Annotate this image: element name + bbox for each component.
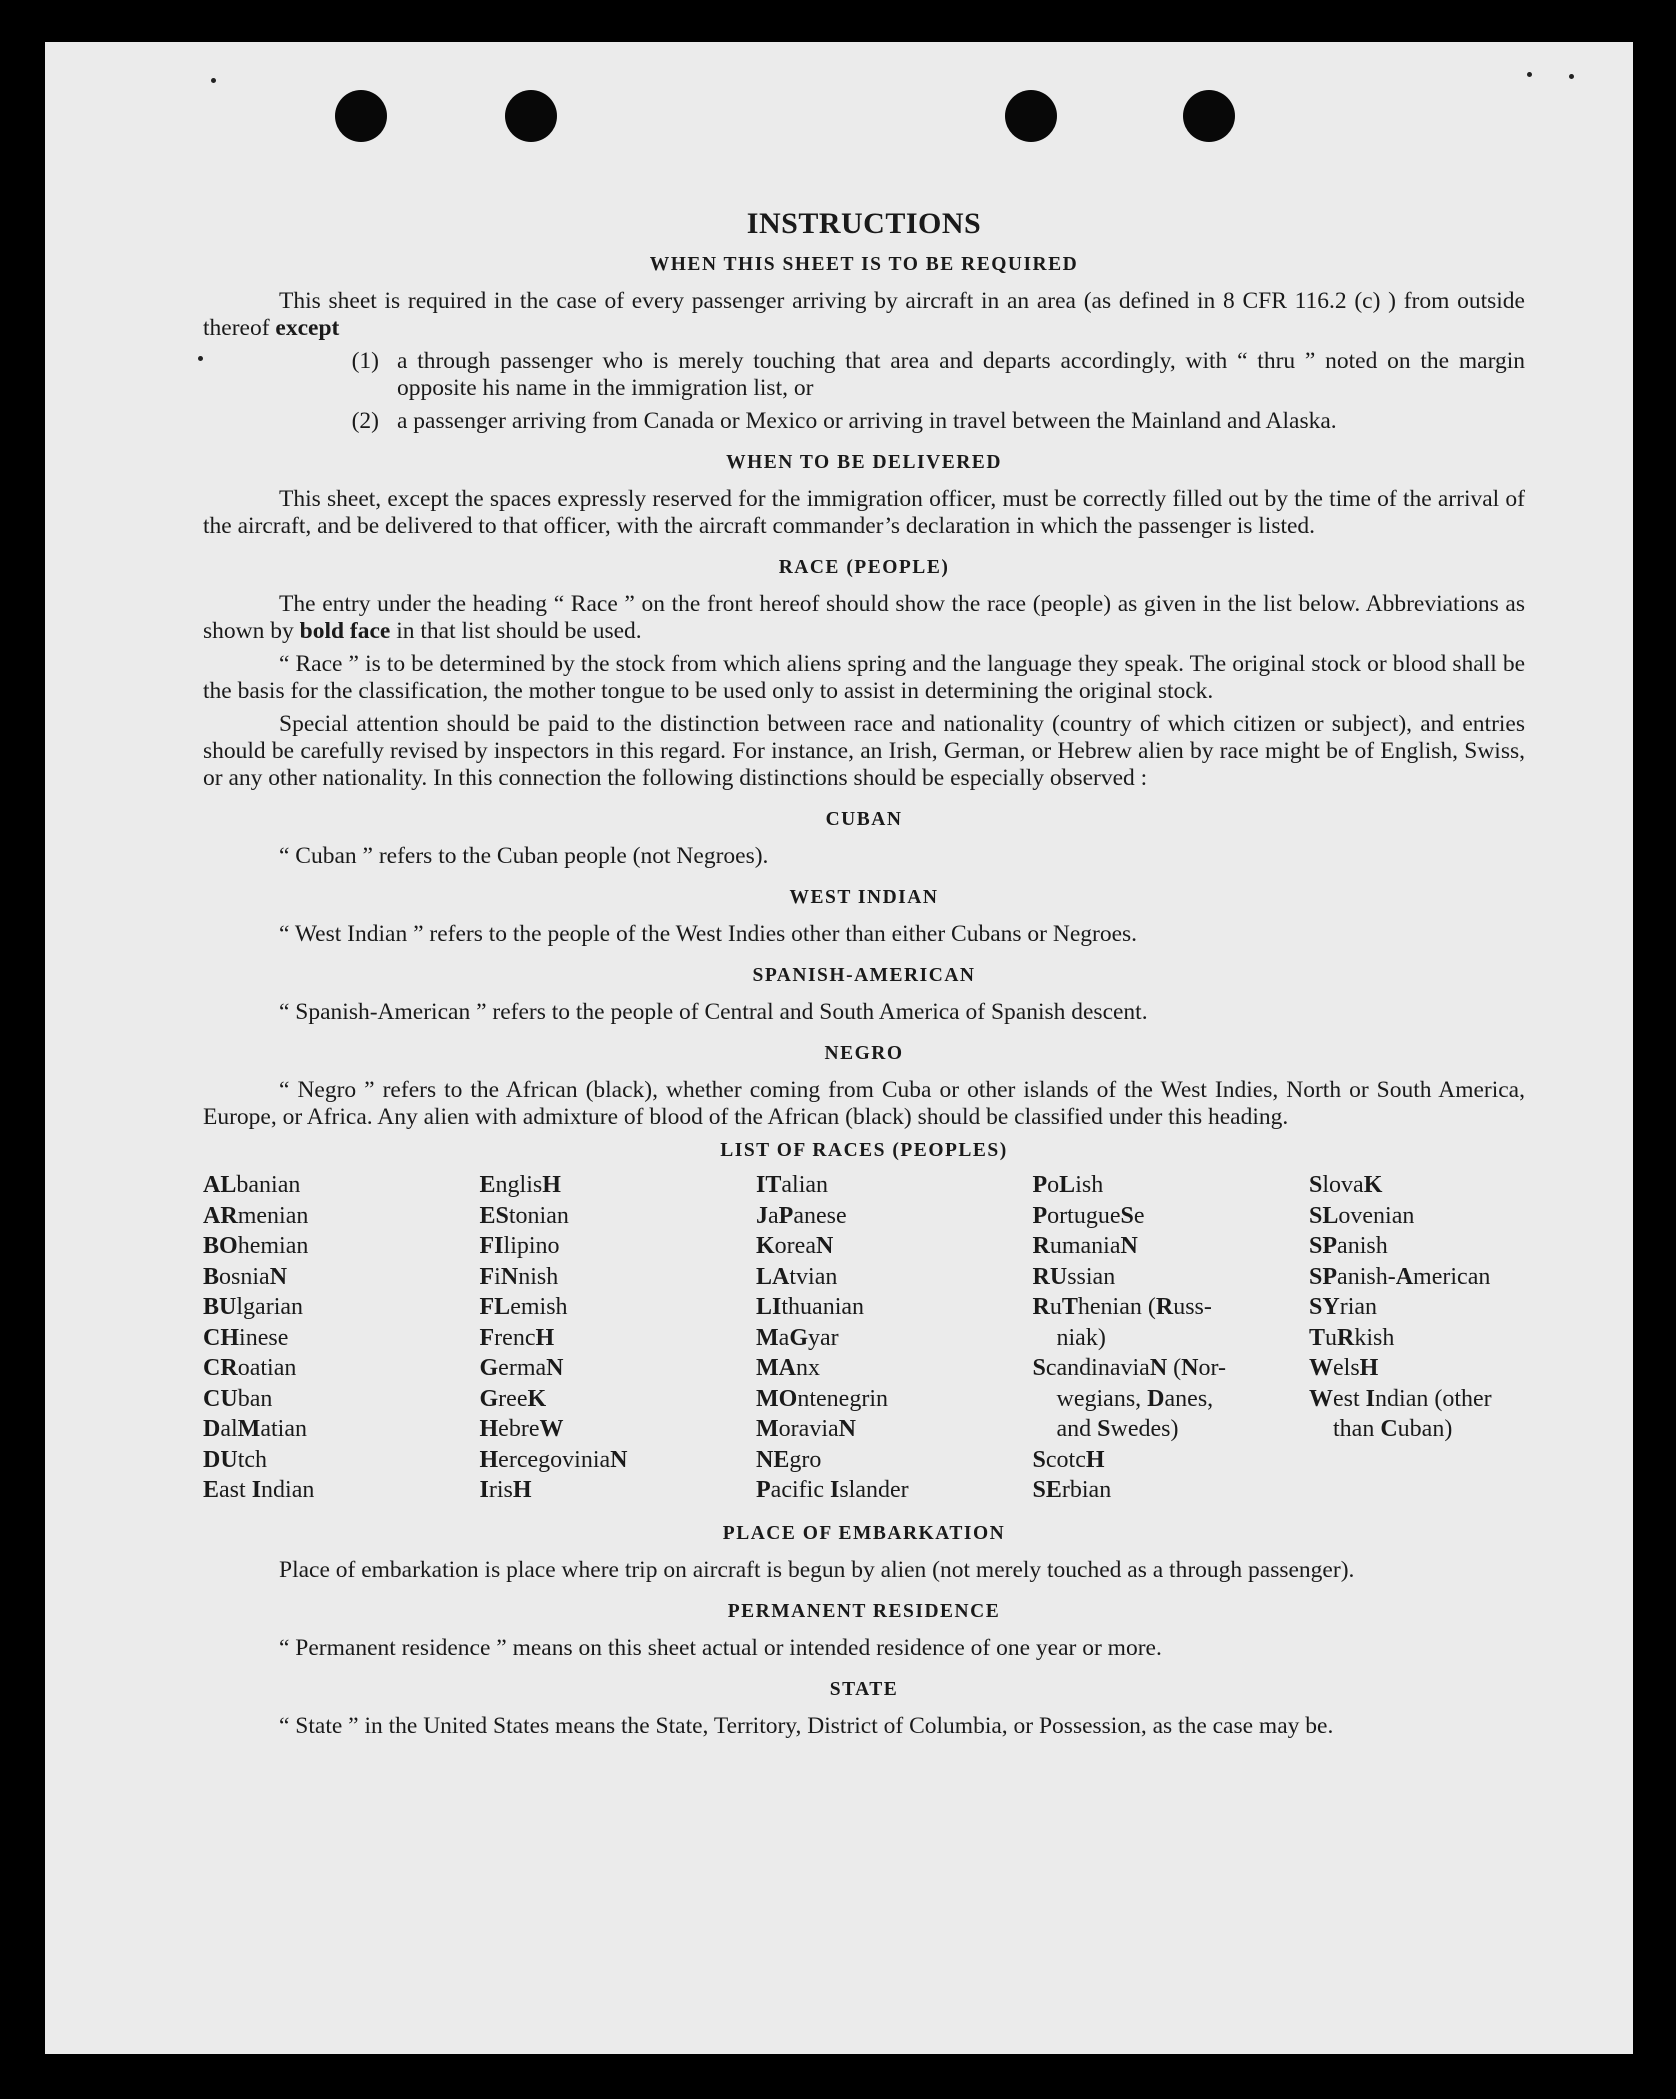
race-text: The entry under the heading “ Race ” on the front hereof should show the race (people) as given in the list below. Abbreviations as shown by	[203, 591, 1525, 644]
race-entry: LAtvian	[756, 1263, 838, 1290]
race-entry: HebreW	[479, 1416, 564, 1442]
race-entry: GreeK	[479, 1385, 547, 1412]
race-entry: ScotcH	[1032, 1446, 1105, 1473]
race-entry: FiNnish	[479, 1263, 559, 1290]
bold-face-text: bold face	[299, 618, 391, 644]
race-entry: BUlgarian	[203, 1294, 304, 1320]
page-title: INSTRUCTIONS	[746, 207, 982, 240]
residence-paragraph: “ Permanent residence ” means on this sheet actual or intended residence of one year or more.	[279, 1634, 1162, 1661]
section-heading-state: STATE	[829, 1678, 899, 1700]
race-entry: PortugueSe	[1032, 1202, 1145, 1229]
speck	[1569, 74, 1574, 79]
section-heading-negro: NEGRO	[824, 1043, 904, 1064]
race-column	[756, 1170, 1020, 1506]
race-entry: NEgro	[756, 1446, 822, 1473]
race-entry: FIlipino	[479, 1233, 560, 1259]
race-entry: SPanish-American	[1309, 1263, 1491, 1290]
section-heading-race: RACE (PEOPLE)	[778, 557, 950, 578]
race-entry: wegians, Danes,	[1056, 1385, 1214, 1412]
section-heading-delivered: WHEN TO BE DELIVERED	[726, 452, 1002, 473]
state-paragraph: “ State ” in the United States means the State, Territory, District of Columbia, or Possession, as the case may be.	[279, 1712, 1334, 1739]
required-text: This sheet is required in the case of every passenger arriving by aircraft in an area (as defined in 8 CFR 116.2 (c) ) from outside thereof	[203, 288, 1525, 341]
section-heading-spanish-american: SPANISH-AMERICAN	[752, 965, 976, 986]
race-column	[203, 1170, 467, 1506]
punch-hole	[1005, 90, 1057, 142]
race-paragraph-2: “ Race ” is to be determined by the stock from which aliens spring and the language they speak. The original stock or blood shall be the basis for the classification, the mother tongue to be used only to assist in determining the original stock.	[203, 651, 1525, 704]
race-entry: SErbian	[1032, 1477, 1112, 1503]
race-entry: Pacific Islander	[756, 1477, 909, 1503]
except-text: except	[275, 315, 340, 341]
section-heading-residence: PERMANENT RESIDENCE	[727, 1600, 1001, 1622]
race-entry: SYrian	[1309, 1294, 1378, 1320]
race-entry: ARmenian	[203, 1202, 309, 1229]
punch-hole	[1183, 90, 1235, 142]
race-entry: ITalian	[756, 1172, 829, 1198]
race-entry: CUban	[203, 1385, 273, 1412]
race-entry: FrencH	[479, 1324, 555, 1351]
race-entry: TuRkish	[1309, 1324, 1395, 1351]
section-heading-west-indian: WEST INDIAN	[789, 887, 939, 908]
document-sheet	[45, 42, 1633, 2054]
race-entry: ScandinaviaN (Nor-	[1032, 1355, 1227, 1381]
embarkation-paragraph: Place of embarkation is place where trip on aircraft is begun by alien (not merely touched as a through passenger).	[279, 1556, 1355, 1583]
race-entry: KoreaN	[756, 1233, 834, 1259]
west-indian-paragraph: “ West Indian ” refers to the people of the West Indies other than either Cubans or Negroes.	[279, 921, 1138, 947]
race-entry: JaPanese	[756, 1202, 847, 1229]
race-entry: SlovaK	[1309, 1172, 1383, 1198]
race-entry: HercegoviniaN	[479, 1446, 628, 1473]
race-entry: DalMatian	[203, 1416, 307, 1442]
exception-item-1	[203, 348, 1525, 402]
section-heading-cuban: CUBAN	[825, 809, 903, 830]
punch-hole	[505, 90, 557, 142]
spanish-american-paragraph: “ Spanish-American ” refers to the people of Central and South America of Spanish descent.	[279, 999, 1148, 1025]
race-entry: DUtch	[203, 1446, 268, 1473]
race-entry: SLovenian	[1309, 1202, 1415, 1229]
race-entry: EStonian	[479, 1202, 569, 1229]
race-entry: GermaN	[479, 1355, 564, 1381]
race-entry: ALbanian	[203, 1172, 301, 1198]
race-entry: RUssian	[1032, 1263, 1116, 1290]
race-entry: than Cuban)	[1333, 1416, 1453, 1442]
race-entry: CRoatian	[203, 1355, 297, 1381]
race-entry: MaGyar	[756, 1324, 839, 1351]
required-paragraph	[203, 288, 1525, 342]
speck	[211, 78, 216, 83]
race-entry: MOntenegrin	[756, 1385, 888, 1412]
race-list	[203, 1170, 1525, 1506]
negro-paragraph: “ Negro ” refers to the African (black), whether coming from Cuba or other islands of the West Indies, North or South America, Europe, or Africa. Any alien with admixture of blood of the African (black) should be classified under this heading.	[203, 1077, 1525, 1130]
race-column	[1309, 1170, 1525, 1506]
race-entry: RumaniaN	[1032, 1233, 1138, 1259]
item-text: a through passenger who is merely touching that area and departs accordingly, with “ thru ” noted on the margin opposite his name in the immigration list, or	[397, 348, 1525, 401]
race-entry: LIthuanian	[756, 1294, 865, 1320]
race-column	[480, 1170, 744, 1506]
race-entry: FLemish	[479, 1294, 568, 1320]
race-entry: MAnx	[756, 1355, 820, 1381]
race-entry: MoraviaN	[756, 1416, 856, 1442]
race-entry: BOhemian	[203, 1233, 309, 1259]
delivered-paragraph: This sheet, except the spaces expressly reserved for the immigration officer, must be correctly filled out by the time of the arrival of the aircraft, and be delivered to that officer, with the aircraft commander’s declaration in which the passenger is listed.	[203, 486, 1525, 539]
race-column	[1033, 1170, 1297, 1506]
section-heading-races-list: LIST OF RACES (PEOPLES)	[720, 1140, 1008, 1161]
cuban-paragraph: “ Cuban ” refers to the Cuban people (not Negroes).	[279, 843, 769, 869]
section-heading-embarkation: PLACE OF EMBARKATION	[722, 1522, 1006, 1544]
race-paragraph-1	[203, 591, 1525, 645]
instructions-body	[203, 168, 1525, 1746]
race-entry: WelsH	[1309, 1355, 1379, 1381]
race-entry: IrisH	[479, 1477, 532, 1503]
exception-item-2	[203, 408, 1525, 435]
race-text: in that list should be used.	[396, 618, 642, 644]
speck	[1527, 72, 1532, 77]
section-heading-required: WHEN THIS SHEET IS TO BE REQUIRED	[649, 254, 1079, 275]
race-entry: niak)	[1056, 1324, 1106, 1351]
item-number: (1)	[351, 348, 379, 374]
race-entry: West Indian (other	[1309, 1385, 1492, 1412]
race-entry: RuThenian (Russ-	[1032, 1294, 1212, 1320]
race-entry: and Swedes)	[1056, 1416, 1179, 1442]
race-entry: PoLish	[1032, 1172, 1104, 1198]
race-entry: EnglisH	[479, 1172, 561, 1198]
race-entry: SPanish	[1309, 1233, 1388, 1259]
race-entry: East Indian	[203, 1477, 315, 1503]
item-number: (2)	[351, 408, 379, 434]
race-entry: CHinese	[203, 1324, 289, 1351]
item-text: a passenger arriving from Canada or Mexico or arriving in travel between the Mainland and Alaska.	[397, 408, 1337, 434]
race-entry: BosniaN	[203, 1263, 288, 1290]
punch-hole	[335, 90, 387, 142]
race-paragraph-3: Special attention should be paid to the distinction between race and nationality (country of which citizen or subject), and entries should be carefully revised by inspectors in this regard. For instance, an Irish, German, or Hebrew alien by race might be of English, Swiss, or any other nationality. In this connection the following distinctions should be especially observed :	[203, 711, 1525, 791]
